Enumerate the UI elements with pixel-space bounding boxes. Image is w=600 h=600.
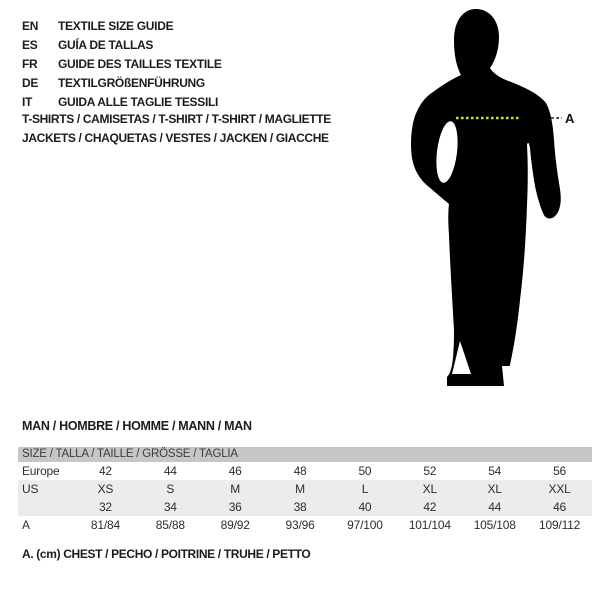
table-row-europe (18, 462, 592, 480)
size-value: 97/100 (347, 518, 383, 532)
size-table-header: SIZE / TALLA / TAILLE / GRÖSSE / TAGLIA (18, 447, 592, 462)
language-label: GUIDA ALLE TAGLIE TESSILI (58, 95, 219, 109)
size-value: XL (422, 482, 437, 496)
back-heel-notch (502, 366, 516, 386)
size-value: 56 (553, 464, 567, 478)
size-value: 93/96 (285, 518, 315, 532)
size-value: 46 (228, 464, 242, 478)
man-silhouette-svg (400, 0, 600, 400)
size-value: 42 (423, 500, 437, 514)
language-label: TEXTILGRÖßENFÜHRUNG (58, 76, 205, 90)
size-value: 89/92 (220, 518, 250, 532)
size-value: 36 (228, 500, 242, 514)
man-silhouette-figure (400, 0, 600, 400)
size-value: 81/84 (90, 518, 120, 532)
language-code: IT (22, 95, 33, 109)
language-label: TEXTILE SIZE GUIDE (58, 19, 174, 33)
category-line-tshirts: T-SHIRTS / CAMISETAS / T-SHIRT / T-SHIRT / MAGLIETTE (22, 112, 331, 126)
size-value: 52 (423, 464, 437, 478)
size-value: 44 (488, 500, 502, 514)
language-row-fr (22, 55, 222, 74)
size-value: S (166, 482, 175, 496)
size-value: XXL (548, 482, 571, 496)
size-value: 40 (358, 500, 372, 514)
language-row-es (22, 36, 222, 55)
table-row-us (18, 480, 592, 498)
size-value: 42 (98, 464, 112, 478)
language-row-de (22, 74, 222, 93)
language-label: GUIDE DES TAILLES TEXTILE (58, 57, 222, 71)
size-value: 48 (293, 464, 307, 478)
garment-categories (22, 110, 331, 148)
size-value: XL (487, 482, 502, 496)
language-code: EN (22, 19, 39, 33)
category-line-jackets: JACKETS / CHAQUETAS / VESTES / JACKEN / GIACCHE (22, 131, 329, 145)
size-value: 46 (553, 500, 567, 514)
size-value: 38 (293, 500, 307, 514)
language-code: ES (22, 38, 38, 52)
size-value: 54 (488, 464, 502, 478)
table-row-chest-a (18, 516, 592, 534)
size-table (18, 447, 592, 534)
language-code: FR (22, 57, 38, 71)
size-value: 50 (358, 464, 372, 478)
man-silhouette-body (411, 9, 561, 386)
row-label: Europe (22, 464, 60, 478)
table-row-alt-sizes (18, 498, 592, 516)
size-value: M (295, 482, 305, 496)
size-value: 34 (163, 500, 177, 514)
size-value: 101/104 (408, 518, 451, 532)
language-label: GUÍA DE TALLAS (58, 38, 154, 52)
language-list (22, 17, 222, 112)
size-value: 109/112 (539, 518, 581, 532)
size-value: M (230, 482, 241, 496)
row-label (18, 498, 73, 516)
measure-label-a: A (565, 111, 575, 126)
size-value: 32 (98, 500, 112, 514)
row-label: US (22, 482, 39, 496)
language-row-en (22, 17, 222, 36)
row-label: A (22, 518, 30, 532)
measurement-footnote: A. (cm) CHEST / PECHO / POITRINE / TRUHE / PETTO (22, 547, 311, 561)
size-value: XS (97, 482, 114, 496)
size-value: 44 (163, 464, 177, 478)
language-code: DE (22, 76, 39, 90)
section-title-man: MAN / HOMBRE / HOMME / MANN / MAN (22, 419, 252, 433)
size-value: 105/108 (473, 518, 516, 532)
size-value: 85/88 (155, 518, 185, 532)
size-value: L (361, 482, 369, 496)
